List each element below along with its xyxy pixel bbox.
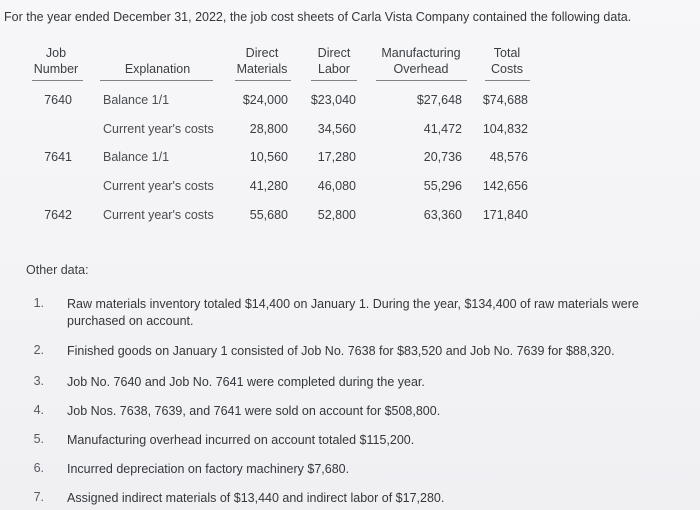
table-cell-moh: $27,648: [416, 93, 462, 107]
table-cell-total: 142,656: [482, 179, 528, 193]
list-item-text: Assigned indirect materials of $13,440 and indirect labor of $17,280.: [67, 491, 445, 505]
list-item-number: 3.: [33, 374, 44, 388]
table-cell-dl: 17,280: [317, 150, 356, 164]
header-explanation: Explanation: [124, 62, 191, 76]
table-cell-total: 104,832: [482, 122, 528, 136]
table-cell-explanation: Current year's costs: [103, 208, 214, 222]
list-item-text: Finished goods on January 1 consisted of Job No. 7638 for $83,520 and Job No. 7639 for $88,320.: [67, 344, 615, 358]
header-job-number: Job Number: [33, 46, 79, 76]
list-item-text: Job No. 7640 and Job No. 7641 were completed during the year.: [67, 375, 425, 389]
header-underline-dl: [311, 80, 357, 81]
list-item-number: 1.: [33, 296, 44, 310]
table-cell-dm: 55,680: [249, 208, 288, 222]
table-cell-job: 7642: [44, 208, 72, 222]
other-data-label: Other data:: [26, 263, 89, 277]
list-item-number: 2.: [33, 343, 44, 357]
table-cell-explanation: Current year's costs: [103, 122, 214, 136]
table-cell-dl: $23,040: [310, 93, 356, 107]
table-cell-explanation: Balance 1/1: [103, 93, 170, 107]
header-underline-job: [32, 80, 83, 81]
table-cell-dm: 10,560: [249, 150, 288, 164]
list-item-text: Manufacturing overhead incurred on account totaled $115,200.: [67, 433, 415, 447]
header-underline-dm: [235, 80, 291, 81]
table-cell-moh: 41,472: [423, 122, 462, 136]
table-cell-total: 48,576: [489, 150, 528, 164]
header-direct-materials: Direct Materials: [236, 46, 288, 76]
table-cell-total: $74,688: [482, 93, 528, 107]
table-cell-explanation: Current year's costs: [103, 179, 214, 193]
header-direct-labor: Direct Labor: [317, 46, 351, 76]
header-underline-total: [485, 80, 530, 81]
list-item-number: 5.: [33, 432, 44, 446]
table-cell-dl: 34,560: [317, 122, 356, 136]
table-cell-moh: 55,296: [423, 179, 462, 193]
table-cell-dl: 52,800: [317, 208, 356, 222]
table-cell-dm: 28,800: [249, 122, 288, 136]
header-underline-explanation: [100, 80, 213, 81]
list-item-number: 7.: [33, 490, 44, 504]
table-cell-dm: 41,280: [249, 179, 288, 193]
table-cell-total: 171,840: [482, 208, 528, 222]
list-item-number: 6.: [33, 461, 44, 475]
list-item-text: Incurred depreciation on factory machinery $7,680.: [67, 462, 350, 476]
table-cell-moh: 63,360: [423, 208, 462, 222]
table-cell-job: 7640: [44, 93, 72, 107]
header-manufacturing-overhead: Manufacturing Overhead: [381, 46, 461, 76]
list-item-text: Job Nos. 7638, 7639, and 7641 were sold on account for $508,800.: [67, 404, 441, 418]
table-cell-moh: 20,736: [423, 150, 462, 164]
table-cell-job: 7641: [44, 150, 72, 164]
list-item-text: Raw materials inventory totaled $14,400 on January 1. During the year, $134,400 of raw materials were purchased on account.: [67, 297, 639, 328]
table-cell-explanation: Balance 1/1: [103, 150, 170, 164]
header-total-costs: Total Costs: [491, 46, 523, 76]
table-cell-dm: $24,000: [242, 93, 288, 107]
table-cell-dl: 46,080: [317, 179, 356, 193]
header-underline-moh: [376, 80, 467, 81]
list-item-number: 4.: [33, 403, 44, 417]
problem-intro: For the year ended December 31, 2022, the job cost sheets of Carla Vista Company contained the following data.: [4, 10, 632, 24]
